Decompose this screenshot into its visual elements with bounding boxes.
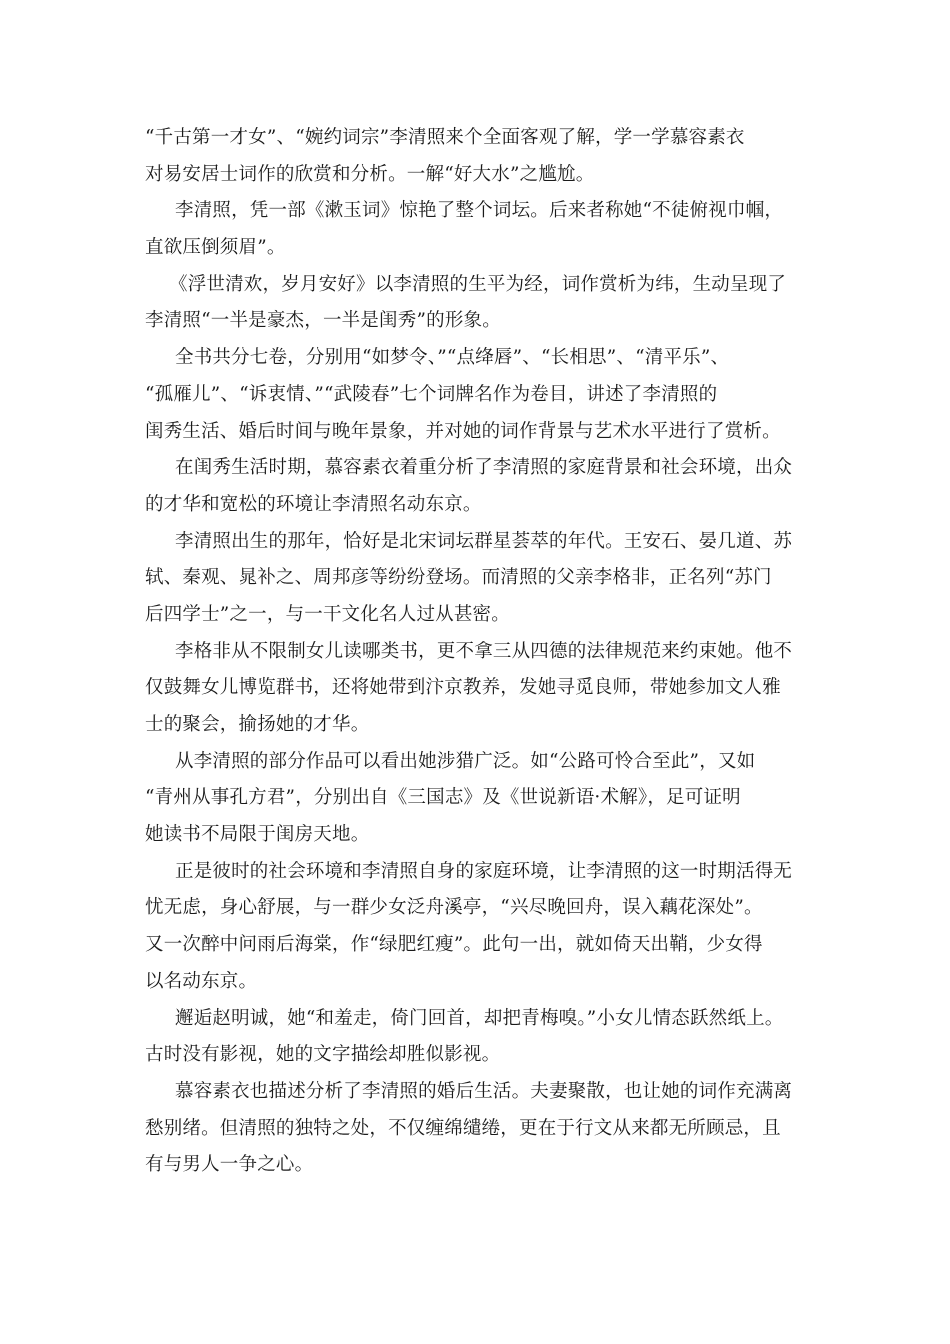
paragraph-line: 以名动东京。 <box>145 970 258 992</box>
paragraph-line: 在闺秀生活时期，慕容素衣着重分析了李清照的家庭背景和社会环境，出众 <box>175 457 793 479</box>
paragraph-line: 李清照出生的那年，恰好是北宋词坛群星荟萃的年代。王安石、晏几道、苏 <box>175 530 793 552</box>
paragraph-line: 邂逅赵明诚，她“和羞走，倚门回首，却把青梅嗅。”小女儿情态跃然纸上。 <box>175 1007 784 1029</box>
paragraph-line: 正是彼时的社会环境和李清照自身的家庭环境，让李清照的这一时期活得无 <box>175 860 793 882</box>
paragraph-line: 直欲压倒须眉”。 <box>145 237 286 259</box>
paragraph-line: 全书共分七卷，分别用“如梦令、”“点绛唇”、“长相思”、“清平乐”、 <box>175 347 730 369</box>
paragraph-line: 从李清照的部分作品可以看出她涉猎广泛。如“公路可怜合至此”，又如 <box>175 750 756 772</box>
paragraph-line: 她读书不局限于闺房天地。 <box>145 824 370 846</box>
paragraph-line: 有与男人一争之心。 <box>145 1154 314 1176</box>
paragraph-line: 又一次醉中问雨后海棠，作“绿肥红瘦”。此句一出，就如倚天出鞘，少女得 <box>145 934 763 956</box>
paragraph-line: 闺秀生活、婚后时间与晚年景象，并对她的词作背景与艺术水平进行了赏析。 <box>145 420 781 442</box>
paragraph-line: 的才华和宽松的环境让李清照名动东京。 <box>145 493 482 515</box>
paragraph-line: 《浮世清欢，岁月安好》以李清照的生平为经，词作赏析为纬，生动呈现了 <box>169 273 787 295</box>
paragraph-line: 后四学士”之一，与一干文化名人过从甚密。 <box>145 603 510 625</box>
paragraph-line: “青州从事孔方君”，分别出自《三国志》及《世说新语·术解》，足可证明 <box>145 787 741 809</box>
paragraph-line: “孤雁儿”、“诉衷情、”“武陵春”七个词牌名作为卷目，讲述了李清照的 <box>145 383 718 405</box>
paragraph-line: 忧无虑，身心舒展，与一群少女泛舟溪亭，“兴尽晚回舟，误入藕花深处”。 <box>145 897 763 919</box>
paragraph-line: 士的聚会，揄扬她的才华。 <box>145 714 370 735</box>
paragraph-line: 愁别绪。但清照的独特之处，不仅缠绵缱绻，更在于行文从来都无所顾忌，且 <box>145 1117 781 1139</box>
document-body <box>145 120 825 1184</box>
paragraph-line: 仅鼓舞女儿博览群书，还将她带到汴京教养，发她寻觅良师，带她参加文人雅 <box>145 677 781 699</box>
paragraph-line: “千古第一才女”、“婉约词宗”李清照来个全面客观了解，学一学慕容素衣 <box>145 127 745 148</box>
paragraph-line: 古时没有影视，她的文字描绘却胜似影视。 <box>145 1044 501 1066</box>
paragraph-line: 李清照，凭一部《漱玉词》惊艳了整个词坛。后来者称她“不徒俯视巾帼， <box>175 200 784 222</box>
paragraph-line: 轼、秦观、晁补之、周邦彦等纷纷登场。而清照的父亲李格非，正名列“苏门 <box>145 567 772 589</box>
paragraph-line: 慕容素衣也描述分析了李清照的婚后生活。夫妻聚散，也让她的词作充满离 <box>175 1080 793 1102</box>
paragraph-line: 对易安居士词作的欣赏和分析。一解“好大水”之尴尬。 <box>145 163 595 185</box>
paragraph-line: 李格非从不限制女儿读哪类书，更不拿三从四德的法律规范来约束她。他不 <box>175 640 793 662</box>
paragraph-line: 李清照“一半是豪杰，一半是闺秀”的形象。 <box>145 310 501 332</box>
